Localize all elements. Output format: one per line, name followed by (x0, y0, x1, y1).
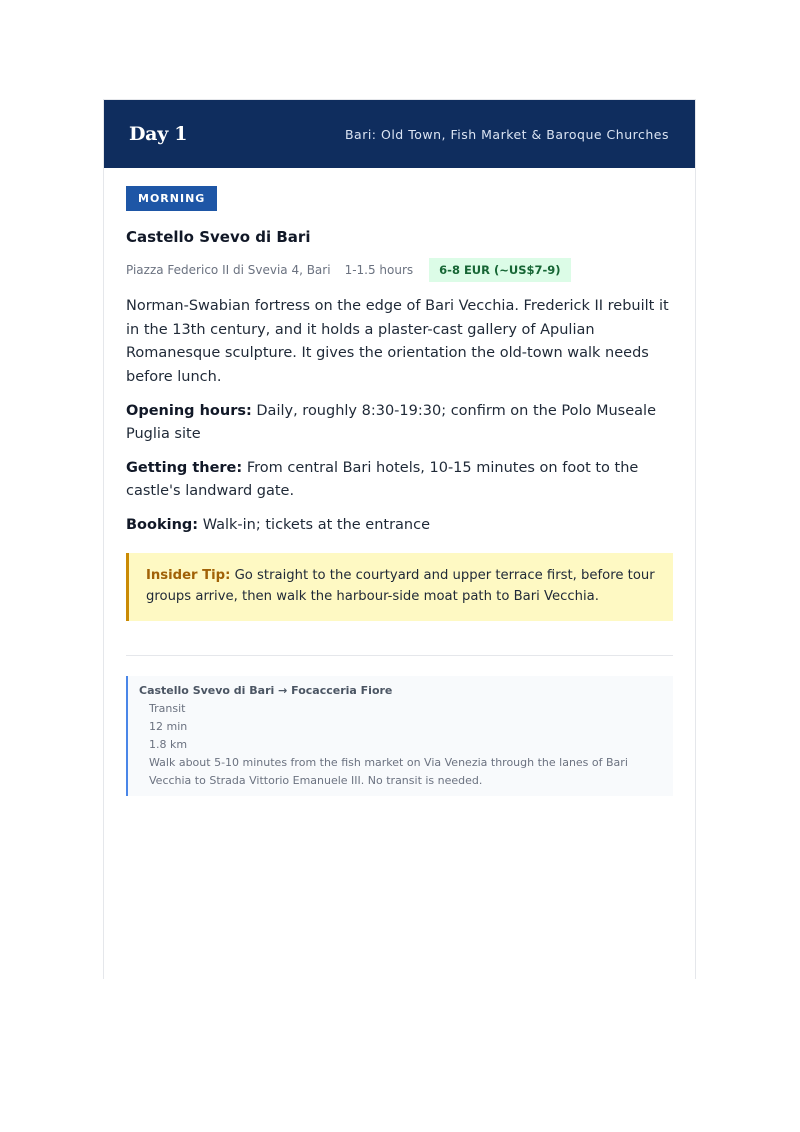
activity-section (104, 168, 695, 796)
place-address: Piazza Federico II di Svevia 4, Bari (126, 263, 331, 277)
price-badge: 6-8 EUR (~US$7-9) (429, 258, 570, 282)
transit-distance: 1.8 km (149, 738, 188, 751)
transit-time: 12 min (149, 720, 188, 733)
getting-there-label: Getting there: (126, 460, 243, 476)
booking-value: Walk-in; tickets at the entrance (202, 517, 431, 533)
insider-tip-label: Insider Tip: (146, 568, 231, 583)
opening-hours-value: Daily, roughly 8:30-19:30; confirm on the Polo Museale Puglia site (126, 403, 656, 442)
getting-there-value: From central Bari hotels, 10-15 minutes on foot to the castle's landward gate. (126, 460, 639, 499)
day-card (103, 99, 696, 979)
opening-hours (126, 400, 673, 446)
insider-tip (126, 553, 673, 621)
getting-there (126, 457, 673, 503)
place-duration: 1-1.5 hours (344, 263, 414, 277)
place-name: Castello Svevo di Bari (126, 228, 311, 246)
booking-label: Booking: (126, 517, 199, 533)
day-subtitle: Bari: Old Town, Fish Market & Baroque Churches (344, 126, 669, 142)
day-title: Day 1 (129, 123, 188, 145)
transit-route: Castello Svevo di Bari → Focacceria Fiore (139, 684, 393, 697)
section-divider (126, 655, 673, 656)
booking (126, 514, 673, 537)
place-description: Norman-Swabian fortress on the edge of Bari Vecchia. Frederick II rebuilt it in the 13th century, and it holds a plaster-cast gallery of Apulian Romanesque sculpture. It gives the orientation the old-town walk needs before lunch. (126, 298, 669, 385)
insider-tip-text: Go straight to the courtyard and upper terrace first, before tour groups arrive, then walk the harbour-side moat path to Bari Vecchia. (146, 568, 655, 604)
transit-mode: Transit (149, 702, 186, 715)
day-header (104, 100, 695, 168)
period-badge: MORNING (126, 186, 217, 211)
transit-note: Walk about 5-10 minutes from the fish market on Via Venezia through the lanes of Bari Vecchia to Strada Vittorio Emanuele III. No transit is needed. (149, 756, 628, 787)
transit-block (126, 676, 673, 796)
place-meta (126, 258, 673, 282)
opening-hours-label: Opening hours: (126, 403, 252, 419)
